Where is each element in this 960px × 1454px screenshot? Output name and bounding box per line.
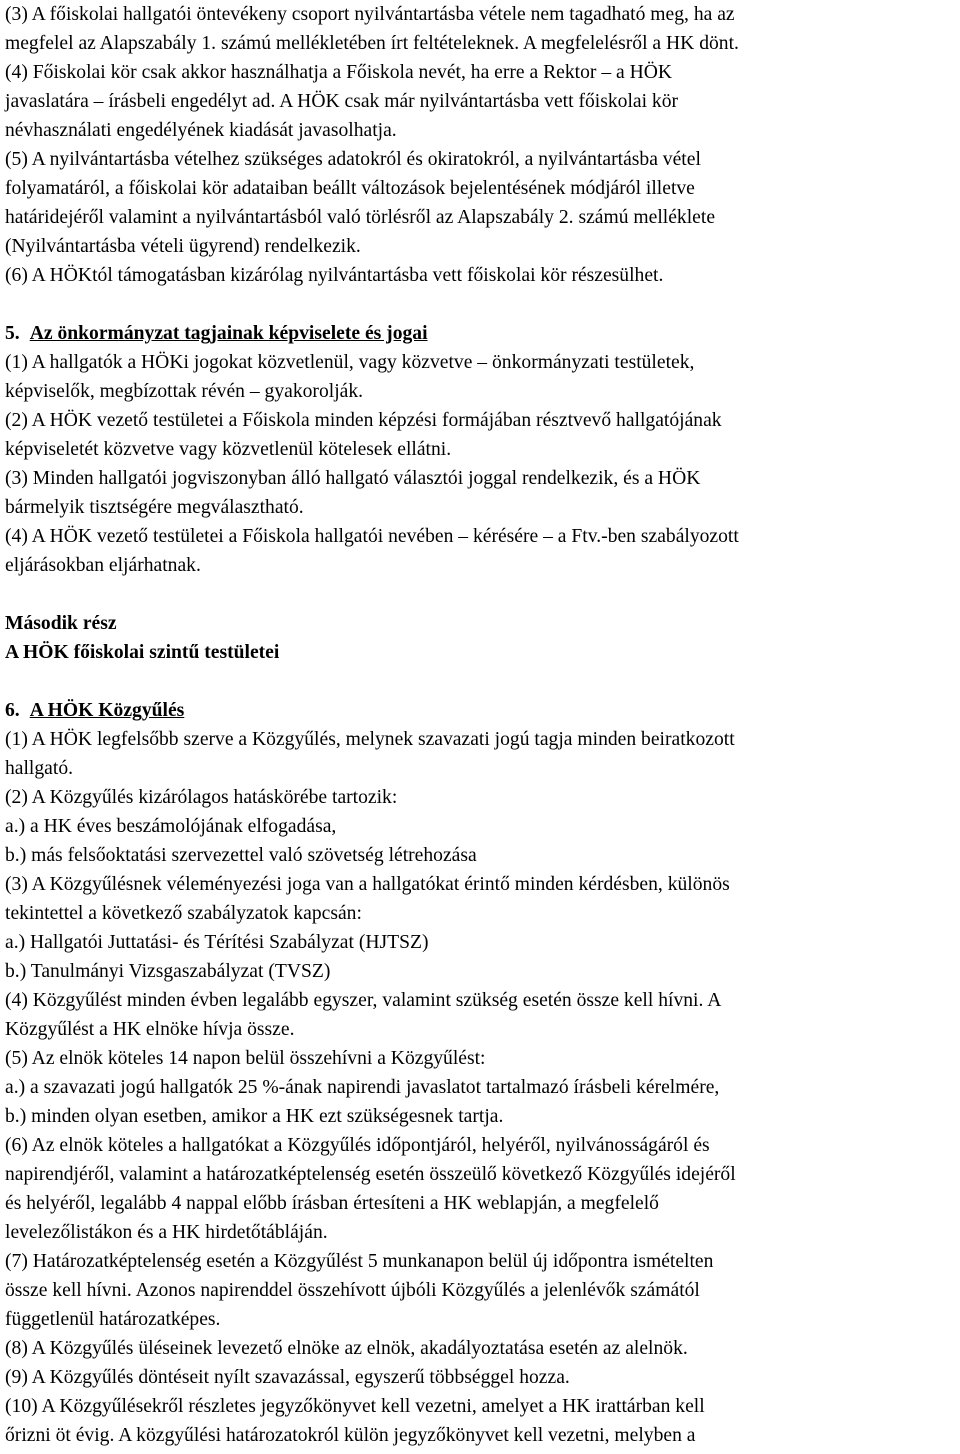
text-line: (4) Közgyűlést minden évben legalább egyszer, valamint szükség esetén össze kell hívni. A xyxy=(5,990,722,1011)
text-line: javaslatára – írásbeli engedélyt ad. A HÖK csak már nyilvántartásba vett főiskolai kör xyxy=(5,91,679,112)
text-line: képviseletét közvetve vagy közvetlenül kötelesek ellátni. xyxy=(5,439,452,460)
text-line: őrizni öt évig. A közgyűlési határozatokról külön jegyzőkönyvet kell vezetni, melyben a xyxy=(5,1425,696,1446)
text-line: (8) A Közgyűlés üléseinek levezető elnöke az elnök, akadályoztatása esetén az alelnök. xyxy=(5,1338,688,1359)
text-line: hallgató. xyxy=(5,758,74,779)
text-line: (Nyilvántartásba vételi ügyrend) rendelkezik. xyxy=(5,236,361,257)
text-line: (4) A HÖK vezető testületei a Főiskola hallgatói nevében – kérésére – a Ftv.-ben szabályozott xyxy=(5,526,739,547)
text-line: b.) Tanulmányi Vizsgaszabályzat (TVSZ) xyxy=(5,961,331,982)
section-number: 6. xyxy=(5,700,20,721)
text-line: (9) A Közgyűlés döntéseit nyílt szavazással, egyszerű többséggel hozza. xyxy=(5,1367,570,1388)
text-line: (10) A Közgyűlésekről részletes jegyzőkönyvet kell vezetni, amelyet a HK irattárban kell xyxy=(5,1396,705,1417)
text-line: határidejéről valamint a nyilvántartásból való törlésről az Alapszabály 2. számú melléklete xyxy=(5,207,716,228)
text-line: eljárásokban eljárhatnak. xyxy=(5,555,201,576)
text-line: bármelyik tisztségére megválasztható. xyxy=(5,497,304,518)
text-line: (6) Az elnök köteles a hallgatókat a Közgyűlés időpontjáról, helyéről, nyilvánosságáról és xyxy=(5,1135,710,1156)
text-line: a.) a szavazati jogú hallgatók 25 %-ának napirendi javaslatot tartalmazó írásbeli kérelmére, xyxy=(5,1077,720,1098)
text-line: b.) minden olyan esetben, amikor a HK ezt szükségesnek tartja. xyxy=(5,1106,504,1127)
text-line: és helyéről, legalább 4 nappal előbb írásban értesíteni a HK weblapján, a megfelelő xyxy=(5,1193,659,1214)
section-number: 5. xyxy=(5,323,20,344)
section-6-heading xyxy=(5,696,184,725)
text-line: össze kell hívni. Azonos napirenddel összehívott újbóli Közgyűlés a jelenlévők számától xyxy=(5,1280,700,1301)
text-line: (3) Minden hallgatói jogviszonyban álló hallgató választói joggal rendelkezik, és a HÖK xyxy=(5,468,701,489)
section-title: A HÖK Közgyűlés xyxy=(29,700,185,721)
text-line: (3) A Közgyűlésnek véleményezési joga van a hallgatókat érintő minden kérdésben, különös xyxy=(5,874,730,895)
text-line: (2) A Közgyűlés kizárólagos hatáskörébe tartozik: xyxy=(5,787,398,808)
text-line: (1) A HÖK legfelsőbb szerve a Közgyűlés, melynek szavazati jogú tagja minden beiratkozott xyxy=(5,729,735,750)
text-line: (3) A főiskolai hallgatói öntevékeny csoport nyilvántartásba vétele nem tagadható meg, ha az xyxy=(5,4,735,25)
text-line: függetlenül határozatképes. xyxy=(5,1309,221,1330)
text-line: folyamatáról, a főiskolai kör adataiban beállt változások bejelentésének módjáról illetve xyxy=(5,178,695,199)
text-line: (6) A HÖKtól támogatásban kizárólag nyilvántartásba vett főiskolai kör részesülhet. xyxy=(5,265,664,286)
text-line: a.) a HK éves beszámolójának elfogadása, xyxy=(5,816,337,837)
section-5-heading xyxy=(5,319,428,348)
section-title: Az önkormányzat tagjainak képviselete és jogai xyxy=(29,323,428,344)
text-line: (5) Az elnök köteles 14 napon belül összehívni a Közgyűlést: xyxy=(5,1048,486,1069)
text-line: (1) A hallgatók a HÖKi jogokat közvetlenül, vagy közvetve – önkormányzati testületek, xyxy=(5,352,695,373)
text-line: (7) Határozatképtelenség esetén a Közgyűlést 5 munkanapon belül új időpontra ismételten xyxy=(5,1251,714,1272)
text-line: levelezőlistákon és a HK hirdetőtábláján. xyxy=(5,1222,328,1243)
text-line: megfelel az Alapszabály 1. számú mellékletében írt feltételeknek. A megfelelésről a HK dönt. xyxy=(5,33,739,54)
text-line: (5) A nyilvántartásba vételhez szükséges adatokról és okiratokról, a nyilvántartásba vétel xyxy=(5,149,701,170)
text-line: (2) A HÖK vezető testületei a Főiskola minden képzési formájában résztvevő hallgatójának xyxy=(5,410,722,431)
text-line: napirendjéről, valamint a határozatképtelenség esetén összeülő következő Közgyűlés idejéről xyxy=(5,1164,736,1185)
text-line: Közgyűlést a HK elnöke hívja össze. xyxy=(5,1019,295,1040)
text-line: b.) más felsőoktatási szervezettel való szövetség létrehozása xyxy=(5,845,477,866)
text-line: tekintettel a következő szabályzatok kapcsán: xyxy=(5,903,362,924)
text-line: képviselők, megbízottak révén – gyakorolják. xyxy=(5,381,364,402)
part-subtitle: A HÖK főiskolai szintű testületei xyxy=(5,642,280,663)
text-line: névhasználati engedélyének kiadását javasolhatja. xyxy=(5,120,397,141)
text-line: a.) Hallgatói Juttatási- és Térítési Szabályzat (HJTSZ) xyxy=(5,932,429,953)
part-title: Második rész xyxy=(5,613,117,634)
text-line: (4) Főiskolai kör csak akkor használhatja a Főiskola nevét, ha erre a Rektor – a HÖK xyxy=(5,62,673,83)
